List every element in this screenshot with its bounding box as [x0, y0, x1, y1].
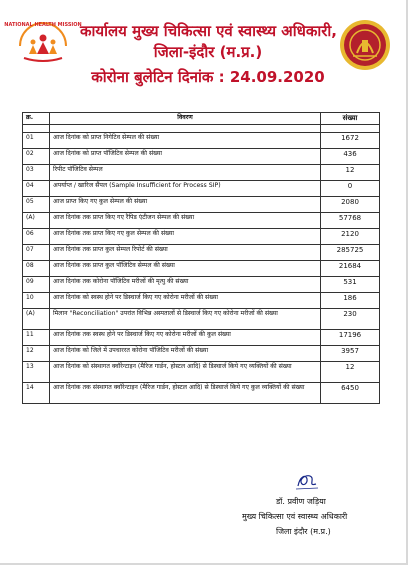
- row-sno: 03: [23, 165, 50, 181]
- row-description: रिपीट पॉजिटिव सेम्पल: [50, 165, 321, 181]
- signatory-name: डॉ. प्रवीण जड़िया: [276, 497, 326, 506]
- table-row: [23, 213, 380, 229]
- row-sno: 12: [23, 346, 50, 362]
- bulletin-date-title: कोरोना बुलेटिन दिनांक : 24.09.2020: [91, 68, 325, 86]
- header-sno: क्र.: [23, 113, 50, 125]
- row-sno: 09: [23, 277, 50, 293]
- row-value: 436: [321, 149, 380, 165]
- table-spacer-row: [23, 125, 380, 133]
- row-sno: 01: [23, 133, 50, 149]
- row-description: आज प्राप्त किए गए कुल सेम्पल की संख्या: [50, 197, 321, 213]
- signatory-designation: मुख्य चिकित्सा एवं स्वास्थ्य अधिकारी: [242, 512, 348, 521]
- logo-text: NATIONAL HEALTH MISSION: [4, 22, 82, 28]
- table-row: [23, 149, 380, 165]
- table-row: [23, 330, 380, 346]
- row-description: आज दिनांक तक प्राप्त किए गए कुल सेम्पल की संख्या: [50, 229, 321, 245]
- row-description: आज दिनांक को प्राप्त पॉजिटिव सेम्पल की संख्या: [50, 149, 321, 165]
- row-sno: 11: [23, 330, 50, 346]
- row-value: 12: [321, 362, 380, 383]
- row-description: आज दिनांक को जिले में उपचाररत कोरोना पॉजिटिव मरीजों की संख्या: [50, 346, 321, 362]
- table-row: [23, 245, 380, 261]
- row-sno: (A): [23, 213, 50, 229]
- table-row: [23, 197, 380, 213]
- national-health-mission-logo: [4, 16, 82, 68]
- header-count: संख्या: [321, 113, 380, 125]
- row-value: 21684: [321, 261, 380, 277]
- row-sno: 08: [23, 261, 50, 277]
- row-sno: 05: [23, 197, 50, 213]
- row-sno: 14: [23, 383, 50, 404]
- row-description: मिलान "Reconciliation" उपरांत विभिन्न अस्पतालों से डिस्चार्ज किए गए कोरोना मरीजों की संख्या: [50, 309, 321, 330]
- row-value: 285725: [321, 245, 380, 261]
- row-value: 230: [321, 309, 380, 330]
- table-row: [23, 293, 380, 309]
- row-description: आज दिनांक तक प्राप्त कुल सेम्पल रिपोर्ट की संख्या: [50, 245, 321, 261]
- row-sno: 06: [23, 229, 50, 245]
- row-value: 1672: [321, 133, 380, 149]
- row-value: 17196: [321, 330, 380, 346]
- row-sno: 02: [23, 149, 50, 165]
- table-row: [23, 309, 380, 330]
- row-value: 531: [321, 277, 380, 293]
- table-row: [23, 165, 380, 181]
- row-description: आज दिनांक तक प्राप्त किए गए रैपिड एंटीजन सेम्पल की संख्या: [50, 213, 321, 229]
- table-row: [23, 362, 380, 383]
- office-title: कार्यालय मुख्य चिकित्सा एवं स्वास्थ्य अधिकारी,: [80, 22, 337, 40]
- row-sno: 10: [23, 293, 50, 309]
- row-description: आज दिनांक को प्राप्त निगेटिव सेम्पल की संख्या: [50, 133, 321, 149]
- signature-mark: [292, 470, 322, 492]
- row-description: आज दिनांक तक स्वस्थ होने पर डिस्चार्ज किए गए कोरोना मरीजों की कुल संख्या: [50, 330, 321, 346]
- row-sno: 07: [23, 245, 50, 261]
- row-value: 186: [321, 293, 380, 309]
- row-value: 2120: [321, 229, 380, 245]
- row-description: आज दिनांक को संस्थागत क्वॉरेन्टाइन (मैरिज गार्डन, होस्टल आदि) से डिस्चार्ज किये गए व्यक्तियों की संख्या: [50, 362, 321, 383]
- table-row: [23, 277, 380, 293]
- table-row: [23, 261, 380, 277]
- row-value: 12: [321, 165, 380, 181]
- table-row: [23, 181, 380, 197]
- table-header-row: [23, 113, 380, 125]
- row-description: अपर्याप्त / खारिज सैंपल (Sample Insufficient for Process SIP): [50, 181, 321, 197]
- table-row: [23, 346, 380, 362]
- row-value: 3957: [321, 346, 380, 362]
- row-sno: 04: [23, 181, 50, 197]
- row-value: 6450: [321, 383, 380, 404]
- row-value: 2080: [321, 197, 380, 213]
- row-value: 57768: [321, 213, 380, 229]
- table-row: [23, 133, 380, 149]
- bulletin-table: [22, 112, 380, 404]
- signatory-district: जिला इंदौर (म.प्र.): [276, 527, 331, 536]
- madhya-pradesh-emblem: [338, 18, 392, 72]
- row-description: आज दिनांक तक कोरोना पॉजिटिव मरीजों की मृत्यु की संख्या: [50, 277, 321, 293]
- row-sno: (A): [23, 309, 50, 330]
- row-sno: 13: [23, 362, 50, 383]
- header-description: विवरण: [50, 113, 321, 125]
- table-row: [23, 229, 380, 245]
- row-description: आज दिनांक तक प्राप्त कुल पॉजिटिव सेम्पल की संख्या: [50, 261, 321, 277]
- row-description: आज दिनांक को स्वस्थ होने पर डिस्चार्ज किए गए कोरोना मरीजों की संख्या: [50, 293, 321, 309]
- row-description: आज दिनांक तक संस्थागत क्वॉरेन्टाइन (मैरिज गार्डन, होस्टल आदि) से डिस्चार्ज किये गए कुल व्यक्तियों की संख्या: [50, 383, 321, 404]
- table-row: [23, 383, 380, 404]
- district-title: जिला-इंदौर (म.प्र.): [153, 43, 263, 61]
- row-value: 0: [321, 181, 380, 197]
